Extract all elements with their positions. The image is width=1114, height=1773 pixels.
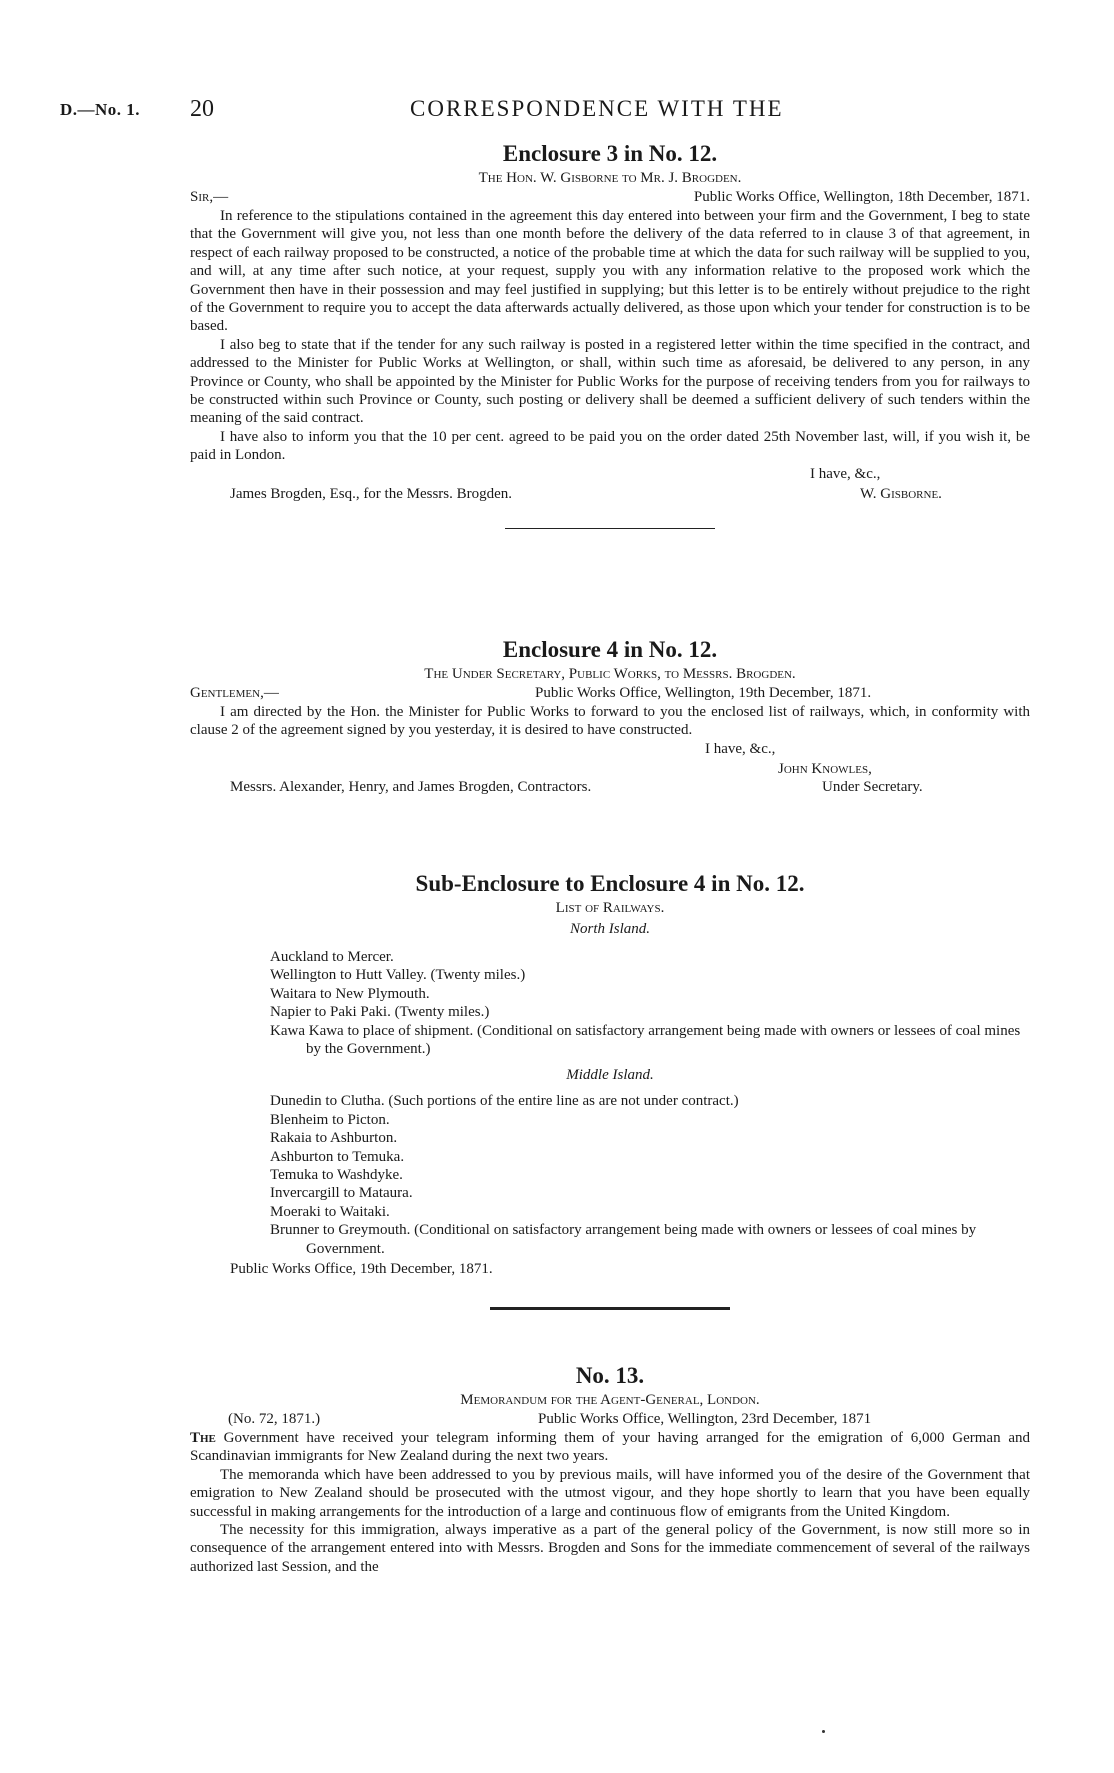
- signature: W. Gisborne.: [860, 485, 942, 502]
- paragraph: The necessity for this immigration, always imperative as a part of the general policy of the Government, is now still more so in consequence of the arrangement entered into with Messrs. Brogden and Sons for the immediate commencement of several of the railways authorized last Session, and the: [190, 1522, 1030, 1575]
- enclosure-4-title: Enclosure 4 in No. 12.: [502, 637, 718, 662]
- enclosure-4-from-to: The Under Secretary, Public Works, to Messrs. Brogden.: [424, 666, 796, 682]
- list-item: Dunedin to Clutha. (Such portions of the entire line as are not under contract.): [270, 1093, 739, 1110]
- paragraph-text: Government have received your telegram informing them of your having arranged for the emigration of 6,000 German and Scandinavian immigrants for New Zealand during the next two years.: [190, 1430, 1030, 1465]
- addressee: James Brogden, Esq., for the Messrs. Brogden.: [230, 485, 513, 502]
- no-13-subtitle: Memorandum for the Agent-General, London.: [460, 1392, 760, 1408]
- paragraph: [190, 1429, 1030, 1466]
- list-item: Waitara to New Plymouth.: [270, 985, 430, 1002]
- list-item: Kawa Kawa to place of shipment. (Conditional on satisfactory arrangement being made with owners or lessees of coal mines by the Government.): [270, 1022, 1021, 1058]
- paragraph: I also beg to state that if the tender for any such railway is posted in a registered letter within the time specified in the contract, and addressed to the Minister for Public Works at Wellington, or shall, within such time as aforesaid, be delivered to any person, in any Province or County, who shall be appointed by the Minister for Public Works for the purpose of receiving tenders from you for railways to be constructed within such Province or County, such posting or delivery shall be deemed a sufficient delivery of such tenders within the meaning of the said contract.: [190, 336, 1030, 427]
- list-item: Brunner to Greymouth. (Conditional on satisfactory arrangement being made with owners or lessees of coal mines by Government.: [270, 1222, 977, 1257]
- paragraph: The memoranda which have been addressed to you by previous mails, will have informed you of the desire of the Government that emigration to New Zealand should be prosecuted with the utmost vigour, and they hope shortly to learn that you have been equally successful in making arrangements for the introduction of a large and continuous flow of emigrants from the United Kingdom.: [190, 1466, 1030, 1520]
- signature-name: John Knowles,: [778, 760, 872, 777]
- sub-enclosure-footer: Public Works Office, 19th December, 1871.: [230, 1261, 493, 1278]
- enclosure-3-title: Enclosure 3 in No. 12.: [502, 141, 718, 166]
- signature-title: Under Secretary.: [822, 778, 923, 795]
- section-divider: [490, 1307, 730, 1310]
- running-title: CORRESPONDENCE WITH THE: [410, 96, 784, 121]
- salutation: Sir,—: [190, 189, 229, 205]
- address-date: Public Works Office, Wellington, 23rd December, 1871: [538, 1411, 872, 1427]
- enclosure-4-heading-row: [190, 684, 1030, 703]
- page-number: 20: [190, 96, 214, 122]
- paragraph: In reference to the stipulations contained in the agreement this day entered into between your firm and the Government, I beg to state that the Government will give you, not less than one month before the delivery of the data referred to in clause 3 of that agreement, in respect of each railway proposed to be constructed, a notice of the probable time at which the data for such railway will be supplied to you, and will, at any time after such notice, at your request, supply you with any information relative to the proposed work which the Government then have in their possession and may feel justified in supplying; but this letter is to be entirely without prejudice to the right of the Government to require you to accept the data afterwards actually delivered, as those upon which your tender for construction is to be based.: [190, 208, 1030, 335]
- sub-enclosure: [190, 870, 1030, 1310]
- list-item: Napier to Paki Paki. (Twenty miles.): [270, 1004, 490, 1021]
- list-item: Blenheim to Picton.: [270, 1111, 390, 1128]
- lead-word: The: [190, 1430, 216, 1446]
- signature-row: [190, 485, 1030, 504]
- page-header: [60, 96, 1060, 126]
- closing: I have, &c.,: [810, 465, 881, 482]
- document-reference: D.—No. 1.: [60, 100, 141, 119]
- list-item: Temuka to Washdyke.: [270, 1167, 403, 1184]
- list-title: List of Railways.: [555, 900, 665, 916]
- north-island-list: [190, 948, 1030, 1058]
- north-island-heading: North Island.: [569, 921, 650, 937]
- memorandum-ref: (No. 72, 1871.): [228, 1411, 321, 1427]
- signature-title-row: [190, 778, 1030, 797]
- closing-row: [190, 740, 1030, 760]
- list-item: Ashburton to Temuka.: [270, 1148, 405, 1165]
- middle-island-heading: Middle Island.: [566, 1067, 654, 1084]
- enclosure-3-heading-row: [190, 188, 1030, 207]
- list-item: Rakaia to Ashburton.: [270, 1130, 398, 1147]
- addressee: Messrs. Alexander, Henry, and James Brogden, Contractors.: [230, 778, 592, 795]
- enclosure-4: [190, 636, 1030, 797]
- page-mark: [822, 1730, 825, 1733]
- enclosure-3: [190, 140, 1030, 529]
- enclosure-3-from-to: The Hon. W. Gisborne to Mr. J. Brogden.: [478, 170, 742, 186]
- address-date: Public Works Office, Wellington, 18th December, 1871.: [693, 189, 1030, 205]
- list-item: Auckland to Mercer.: [270, 949, 394, 965]
- signature-name-row: [190, 760, 1030, 778]
- paragraph: I am directed by the Hon. the Minister for Public Works to forward to you the enclosed list of railways, which, in conformity with clause 2 of the agreement signed by you yesterday, it is desired to have constructed.: [190, 704, 1030, 739]
- section-divider: [505, 528, 715, 529]
- no-13: [190, 1362, 1030, 1576]
- address-date: Public Works Office, Wellington, 19th December, 1871.: [535, 685, 872, 701]
- list-item: Invercargill to Mataura.: [270, 1185, 413, 1202]
- closing: I have, &c.,: [705, 740, 776, 757]
- no-13-title: No. 13.: [575, 1363, 645, 1388]
- list-item: Wellington to Hutt Valley. (Twenty miles.): [270, 967, 526, 984]
- sub-enclosure-title: Sub-Enclosure to Enclosure 4 in No. 12.: [415, 871, 805, 896]
- middle-island-list: [190, 1092, 1030, 1258]
- closing-row: [190, 465, 1030, 485]
- no-13-heading-row: [190, 1410, 1030, 1429]
- paragraph: I have also to inform you that the 10 per cent. agreed to be paid you on the order dated 25th November last, will, if you wish it, be paid in London.: [190, 428, 1030, 464]
- salutation: Gentlemen,—: [190, 685, 279, 701]
- list-item: Moeraki to Waitaki.: [270, 1203, 390, 1220]
